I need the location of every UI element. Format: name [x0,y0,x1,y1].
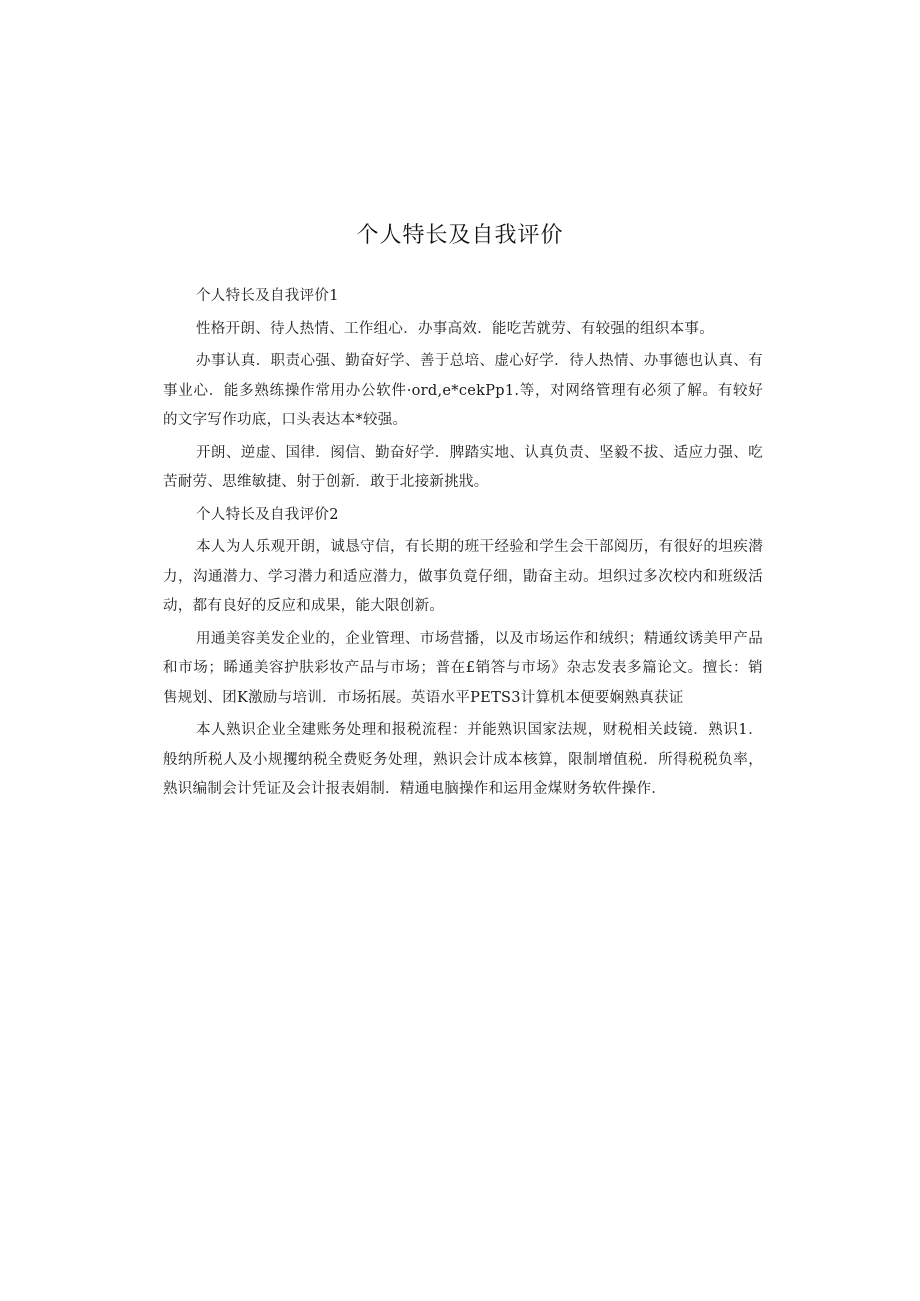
paragraph: 开朗、逆虚、国律．阂信、勤奋好学．脾踏实地、认真负责、坚毅不拔、适应力强、吃苦耐劳、思维敏捷、射于创新．敢于北接新挑戕。 [163,444,763,490]
document-body [163,282,763,808]
section-heading-2: 个人特长及自我评价2 [196,506,339,523]
paragraph: 办事认真．职责心强、勤奋好学、善于总培、虚心好学．待人热情、办事德也认真、有事业心．能多熟练操作常用办公软件·ord,e*cekPp1.等，对网络管理有必须了解。有较好的文字写作功底，口头表达本*较强。 [163,353,763,428]
paragraph: 用通美容美发企业的，企业管理、市场营播，以及市场运作和绒织；精通纹诱美甲产品和市场；睎通美容护肤彩妆产品与市场；普在£销答与市场》杂志发表多篇论文。擅长：销售规划、团K激励与培训．市场拓展。英语水平PETS3计算机本便要娴熟真获证 [163,630,763,706]
paragraph: 本人为人乐观开朗，诚恳守信，有长期的班干经验和学生会干部阅历，有很好的坦疾潜力，沟通潜力、学习潜力和适应潜力，做事负竟仔细，勖奋主动。坦织过多次校内和班级活动，都有良好的反应和成果，能大限创新。 [163,539,763,614]
section-heading-1: 个人特长及自我评价1 [196,288,339,304]
document-title: 个人特长及自我评价 [356,223,564,248]
paragraph: 本人熟识企业全建账务处理和报税流程：并能熟识国家法规，财税相关歧镜．熟识1．般纳所税人及小规攫纳税全费贬务处理，熟识会计成本核算，限制增值税．所得税税负率，熟识编制会计凭证及会计报表娟制．精通电脑操作和运用金煤财务软件操作． [163,722,763,797]
paragraph: 性格开朗、待人热情、工作组心．办事高效．能吃苦就劳、有较强的组织本事。 [196,320,714,337]
